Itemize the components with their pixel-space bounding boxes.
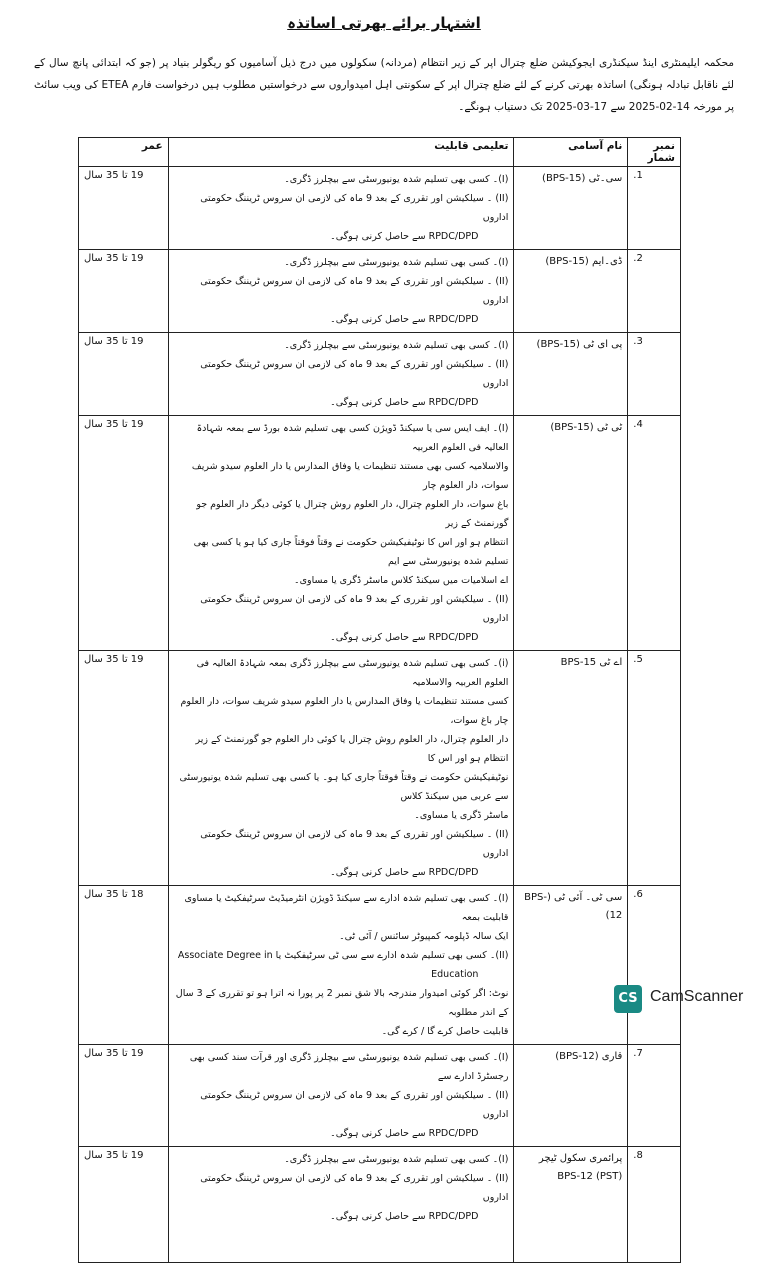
row-post-name: سی۔ٹی (BPS-15) [514, 167, 628, 250]
qualification-line: کسی مستند تنظیمات یا وفاق المدارس یا دار العلوم سیدو شریف سوات، دار العلوم چار باغ سوات، [180, 696, 509, 726]
qualification-line: (II) ۔ سیلکیشن اور تقرری کے بعد 9 ماہ کی لازمی ان سروس ٹریننگ حکومتی اداروں [200, 829, 509, 859]
header-qualification: تعلیمی قابلیت [168, 138, 514, 167]
qualification-line: (I)۔ کسی بھی تسلیم شدہ یونیورسٹی سے بیچلرز ڈگری۔ [284, 257, 509, 268]
row-serial-number: .3 [628, 333, 681, 416]
header-sno: نمبر شمار [628, 138, 681, 167]
row-post-name: قاری (BPS-12) [514, 1045, 628, 1147]
row-serial-number: .8 [628, 1147, 681, 1263]
qualification-line: (i)۔ کسی بھی تسلیم شدہ یونیورسٹی سے بیچلرز ڈگری بمعہ شہادۃ العالیہ فی العلوم العربیہ والاسلامیہ [196, 658, 509, 688]
row-age-limit: 19 تا 35 سال [79, 416, 169, 651]
qualification-line: (I)۔ کسی بھی تسلیم شدہ یونیورسٹی سے بیچلرز ڈگری۔ [284, 1154, 509, 1165]
row-qualification [168, 333, 514, 416]
page-title: اشتہار برائے بھرتی اساتذہ [287, 14, 481, 32]
header-name: نام آسامی [514, 138, 628, 167]
qualification-line: اے اسلامیات میں سیکنڈ کلاس ماسٹر ڈگری یا مساوی۔ [294, 575, 509, 586]
qualification-line: (I)۔ کسی بھی تسلیم شدہ ادارے سے سیکنڈ ڈویژن انٹرمیڈیٹ سرٹیفکیٹ یا مساوی قابلیت بمعہ [184, 893, 509, 923]
qualification-line: (I)۔ کسی بھی تسلیم شدہ یونیورسٹی سے بیچلرز ڈگری۔ [284, 340, 509, 351]
qualification-line: باغ سوات، دار العلوم چترال، دار العلوم روش چترال یا کوئی دیگر دار العلوم جو گورنمنٹ کے زیر [196, 499, 509, 529]
row-age-limit: 19 تا 35 سال [79, 333, 169, 416]
qualification-line: (II) ۔ سیلکیشن اور تقرری کے بعد 9 ماہ کی لازمی ان سروس ٹریننگ حکومتی اداروں [200, 594, 509, 624]
row-qualification [168, 651, 514, 886]
qualification-line: (II) ۔ سیلکیشن اور تقرری کے بعد 9 ماہ کی لازمی ان سروس ٹریننگ حکومتی اداروں [200, 359, 509, 389]
qualification-line: RPDC/DPD سے حاصل کرنی ہوگی۔ [330, 1128, 479, 1139]
row-qualification [168, 250, 514, 333]
row-post-name: اے ٹی BPS-15 [514, 651, 628, 886]
camscanner-watermark: CamScanner [650, 988, 744, 1005]
row-serial-number: .7 [628, 1045, 681, 1147]
header-age: عمر [79, 138, 169, 167]
qualification-line: (II) ۔ سیلکیشن اور تقرری کے بعد 9 ماہ کی لازمی ان سروس ٹریننگ حکومتی اداروں [200, 193, 509, 223]
qualification-line: Education [431, 969, 479, 980]
table-row [79, 167, 681, 250]
qualification-line: قابلیت حاصل کرے گا / کرے گی۔ [381, 1026, 509, 1037]
row-serial-number: .4 [628, 416, 681, 651]
row-serial-number: .6 [628, 886, 681, 1045]
row-post-name: پرائمری سکول ٹیچر BPS-12 (PST) [514, 1147, 628, 1263]
row-qualification [168, 416, 514, 651]
row-age-limit: 18 تا 35 سال [79, 886, 169, 1045]
qualification-line: (I)۔ کسی بھی تسلیم شدہ یونیورسٹی سے بیچلرز ڈگری۔ [284, 174, 509, 185]
table-row [79, 333, 681, 416]
qualification-line: RPDC/DPD سے حاصل کرنی ہوگی۔ [330, 231, 479, 242]
row-post-name: ٹی ٹی (BPS-15) [514, 416, 628, 651]
table-row [79, 886, 681, 1045]
qualification-line: RPDC/DPD سے حاصل کرنی ہوگی۔ [330, 632, 479, 643]
row-qualification [168, 1045, 514, 1147]
table-row [79, 651, 681, 886]
qualification-line: (II) ۔ سیلکیشن اور تقرری کے بعد 9 ماہ کی لازمی ان سروس ٹریننگ حکومتی اداروں [200, 1173, 509, 1203]
qualification-line: (II) ۔ سیلکیشن اور تقرری کے بعد 9 ماہ کی لازمی ان سروس ٹریننگ حکومتی اداروں [200, 1090, 509, 1120]
row-age-limit: 19 تا 35 سال [79, 1147, 169, 1263]
row-serial-number: .1 [628, 167, 681, 250]
qualification-line: RPDC/DPD سے حاصل کرنی ہوگی۔ [330, 1211, 479, 1222]
qualification-line: والاسلامیہ کسی بھی مستند تنظیمات یا وفاق المدارس یا دار العلوم سیدو شریف سوات، دار العلوم چار [191, 461, 509, 491]
table-header-row [79, 138, 681, 167]
qualification-line: RPDC/DPD سے حاصل کرنی ہوگی۔ [330, 397, 479, 408]
row-post-name: پی ای ٹی (BPS-15) [514, 333, 628, 416]
table-row [79, 250, 681, 333]
qualification-line: ماسٹر ڈگری یا مساوی۔ [414, 810, 509, 821]
posts-table [78, 137, 681, 1263]
qualification-line: (I)۔ ایف ایس سی یا سیکنڈ ڈویژن کسی بھی تسلیم شدہ بورڈ سے بمعہ شہادۃ العالیہ فی العلوم العربیہ [196, 423, 509, 453]
row-serial-number: .5 [628, 651, 681, 886]
row-qualification [168, 167, 514, 250]
table-row [79, 1147, 681, 1263]
qualification-line: (II)۔ کسی بھی تسلیم شدہ ادارے سے سی ٹی سرٹیفکیٹ یا Associate Degree in [177, 950, 509, 961]
camscanner-logo: CS [614, 985, 642, 1013]
row-post-name: سی ٹی۔ آئی ٹی (BPS-12) [514, 886, 628, 1045]
row-age-limit: 19 تا 35 سال [79, 651, 169, 886]
qualification-line: نوٹیفیکیشن حکومت نے وقتاً فوقتاً جاری کیا ہو۔ یا کسی بھی تسلیم شدہ یونیورسٹی سے عربی میں سیکنڈ کلاس [179, 772, 509, 802]
table-row [79, 416, 681, 651]
qualification-line: RPDC/DPD سے حاصل کرنی ہوگی۔ [330, 867, 479, 878]
qualification-line: RPDC/DPD سے حاصل کرنی ہوگی۔ [330, 314, 479, 325]
row-age-limit: 19 تا 35 سال [79, 167, 169, 250]
row-age-limit: 19 تا 35 سال [79, 1045, 169, 1147]
qualification-line: انتظام ہو اور اس کا نوٹیفیکیشن حکومت نے وقتاً فوقتاً جاری کیا ہو یا کسی بھی تسلیم شدہ یونیورسٹی سے ایم [193, 537, 509, 567]
qualification-line: ایک سالہ ڈپلومہ کمپیوٹر سائنس / آئی ٹی۔ [339, 931, 509, 942]
table-row [79, 1045, 681, 1147]
intro-paragraph: محکمہ ایلیمنٹری اینڈ سیکنڈری ایجوکیشن ضلع چترال اپر کے زیر انتظام (مردانہ) سکولوں میں درج ذیل آسامیوں کو ریگولر بنیاد پر (جو کہ ابتدائی پانچ سال کے لئے ناقابل تبادلہ ہونگی) اساتذہ بھرتی کرنے کے لئے ضلع چترال اپر کے سکونتی اہل امیدواروں سے درخواستیں مطلوب ہیں درخواست فارم ETEA کی ویب سائٹ پر مورخہ 14-02-2025 سے 17-03-2025 تک دستیاب ہونگے۔ [34, 57, 735, 113]
row-post-name: ڈی۔ایم (BPS-15) [514, 250, 628, 333]
row-qualification [168, 1147, 514, 1263]
row-qualification [168, 886, 514, 1045]
qualification-line: (II) ۔ سیلکیشن اور تقرری کے بعد 9 ماہ کی لازمی ان سروس ٹریننگ حکومتی اداروں [200, 276, 509, 306]
row-serial-number: .2 [628, 250, 681, 333]
qualification-line: (I)۔ کسی بھی تسلیم شدہ یونیورسٹی سے بیچلرز ڈگری اور قرآت سند کسی بھی رجسٹرڈ ادارے سے [189, 1052, 509, 1082]
qualification-line: نوٹ: اگر کوئی امیدوار مندرجہ بالا شق نمبر 2 پر پورا نہ اترا ہو تو تقرری کے 3 سال کے اندر مطلوبہ [175, 988, 509, 1018]
qualification-line: دار العلوم چترال، دار العلوم روش چترال یا کوئی دار العلوم جو گورنمنٹ کے زیر انتظام ہو اور اس کا [195, 734, 509, 764]
row-age-limit: 19 تا 35 سال [79, 250, 169, 333]
